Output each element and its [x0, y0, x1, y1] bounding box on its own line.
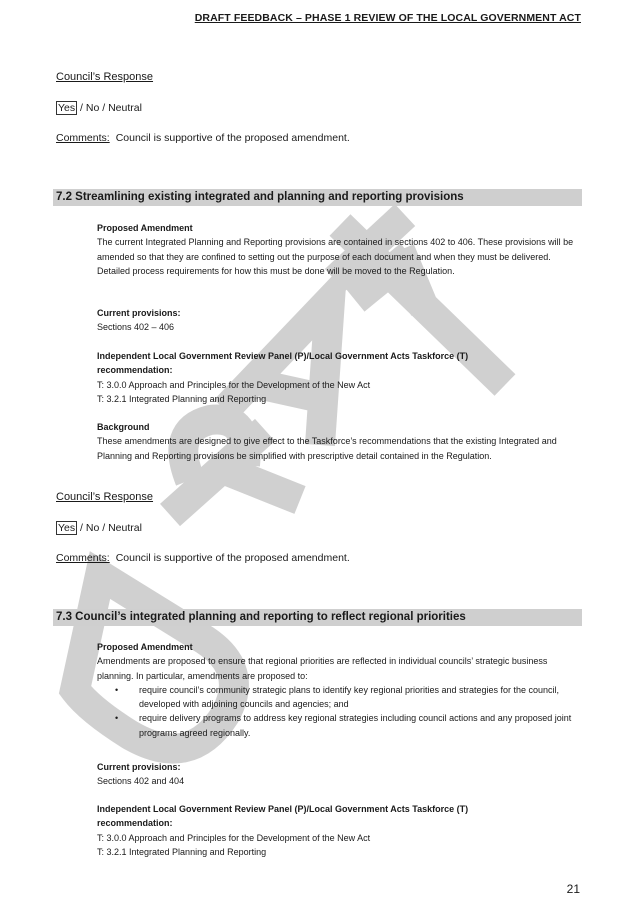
recommendation-item: T: 3.2.1 Integrated Planning and Reporting	[97, 393, 267, 404]
recommendation-label: recommendation:	[97, 818, 173, 829]
section-7-3-panel	[97, 802, 582, 859]
page-number: 21	[566, 882, 580, 896]
other-options: / No / Neutral	[77, 102, 142, 114]
section-7-2-background	[97, 420, 582, 463]
comments-line	[56, 552, 350, 564]
proposed-amendment-text: Amendments are proposed to ensure that regional priorities are reflected in individual councils’ strategic business planning. In particular, amendments are proposed to:	[97, 656, 548, 681]
section-heading-7-2: 7.2 Streamlining existing integrated and planning and reporting provisions	[53, 189, 582, 206]
comments-text: Council is supportive of the proposed amendment.	[115, 552, 350, 564]
current-provisions-label: Current provisions:	[97, 762, 181, 772]
list-item	[97, 683, 582, 712]
current-provisions-label: Current provisions:	[97, 308, 181, 318]
section-7-2-body	[97, 221, 582, 278]
section-heading-7-3: 7.3 Council’s integrated planning and reporting to reflect regional priorities	[53, 609, 582, 626]
recommendation-label: recommendation:	[97, 365, 173, 376]
bullet-text: require council’s community strategic plans to identify key regional priorities and strategies for the council, developed with adjoining councils and agencies; and	[139, 684, 560, 710]
current-provisions-text: Sections 402 and 404	[97, 776, 185, 787]
selected-yes-option: Yes	[58, 102, 76, 114]
response-options	[56, 102, 142, 114]
current-provisions-text: Sections 402 – 406	[97, 322, 175, 333]
recommendation-item: T: 3.0.0 Approach and Principles for the Development of the New Act	[97, 832, 371, 843]
councils-response-heading: Council’s Response	[56, 71, 154, 83]
recommendation-item: T: 3.2.1 Integrated Planning and Reporting	[97, 846, 267, 857]
comments-line	[56, 132, 350, 144]
section-7-3-current	[97, 760, 582, 789]
proposed-amendment-text: The current Integrated Planning and Reporting provisions are contained in sections 402 to 406. These provisions will be amended so that they are confined to setting out the purpose of each document and when they must be delivered. Detailed process requirements for how this must be done will be moved to the Regulation.	[97, 237, 574, 276]
response-options	[56, 522, 142, 534]
section-7-2-current	[97, 306, 582, 335]
bullet-icon: •	[115, 713, 119, 724]
section-7-2-panel	[97, 349, 582, 406]
selected-yes-option: Yes	[58, 522, 76, 534]
document-header-title: DRAFT FEEDBACK – PHASE 1 REVIEW OF THE LOCAL GOVERNMENT ACT	[194, 12, 581, 24]
review-panel-label: Independent Local Government Review Panel (P)/Local Government Acts Taskforce (T)	[97, 804, 469, 814]
bullet-icon: •	[115, 684, 119, 695]
proposed-amendment-label: Proposed Amendment	[97, 223, 193, 233]
review-panel-label: Independent Local Government Review Panel (P)/Local Government Acts Taskforce (T)	[97, 351, 469, 361]
section-7-3-body	[97, 640, 582, 740]
background-label: Background	[97, 422, 150, 432]
amendment-bullet-list	[97, 683, 582, 740]
bullet-text: require delivery programs to address key regional strategies including council actions and any proposed joint programs agreed regionally.	[139, 713, 572, 738]
proposed-amendment-label: Proposed Amendment	[97, 642, 193, 652]
comments-label: Comments:	[56, 132, 110, 144]
list-item	[97, 711, 582, 740]
recommendation-item: T: 3.0.0 Approach and Principles for the Development of the New Act	[97, 379, 371, 390]
background-text: These amendments are designed to give effect to the Taskforce’s recommendations that the existing Integrated and Planning and Reporting provisions be simplified with prescriptive detail contained in the Regulation.	[97, 436, 557, 461]
comments-label: Comments:	[56, 552, 110, 564]
other-options: / No / Neutral	[77, 522, 142, 534]
councils-response-heading: Council’s Response	[56, 491, 154, 503]
comments-text: Council is supportive of the proposed amendment.	[115, 132, 350, 144]
